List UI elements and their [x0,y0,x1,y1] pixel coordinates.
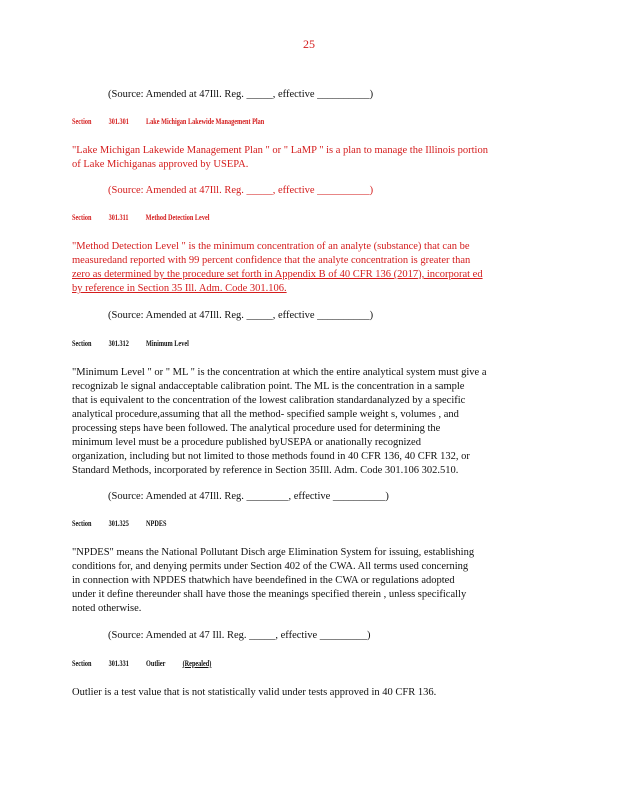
text-line: conditions for, and denying permits under Section 402 of the CWA. All terms used concerning [72,561,469,572]
section-number: 301.325 [108,519,129,528]
section-label: Section [72,117,92,126]
section-title: Lake Michigan Lakewide Management Plan [146,117,265,126]
text-line: by reference in Section 35 Ill. Adm. Code 301.106. [72,283,287,294]
text-line: that is equivalent to the concentration of the lowest calibration standardanalyzed by a specific [72,395,466,406]
npdes-definition [72,546,542,616]
section-label: Section [72,659,92,668]
text-line: zero as determined by the procedure set forth in Appendix B of 40 CFR 136 (2017), incorporat ed [72,269,483,280]
page-number: 25 [303,37,315,51]
section-number: 301.301 [108,117,129,126]
text-line: processing steps have been followed. The analytical procedure used for determining the [72,423,441,434]
section-number: 301.312 [108,339,129,348]
outlier-definition [72,686,542,700]
text-line: of Lake Michiganas approved by USEPA. [72,159,249,170]
source-note: (Source: Amended at 47Ill. Reg. ________, effective __________) [108,491,389,502]
text-line: under it define thereunder shall have those the meanings specified therein , unless specifically [72,589,467,600]
text-line: "NPDES" means the National Pollutant Disch arge Elimination System for issuing, establishing [72,547,475,558]
minimum-level-definition [72,366,542,478]
text-line: minimum level must be a procedure published byUSEPA or anationally recognized [72,437,421,448]
text-line: "Minimum Level " or " ML " is the concentration at which the entire analytical system must give a [72,367,487,378]
section-title: Minimum Level [146,339,189,348]
text-line: "Lake Michigan Lakewide Management Plan " or " LaMP " is a plan to manage the Illinois portion [72,145,488,156]
section-heading-301-325 [72,519,184,528]
section-label: Section [72,519,92,528]
source-note: (Source: Amended at 47Ill. Reg. _____, effective __________) [108,310,374,321]
section-title: Outlier [146,659,166,668]
section-title: Method Detection Level [145,213,210,222]
section-title: NPDES [146,519,167,528]
text-line: noted otherwise. [72,603,142,614]
section-label: Section [72,339,92,348]
section-heading-301-331 [72,659,229,668]
section-label: Section [72,213,92,222]
text-line: analytical procedure,assuming that all the method- specified sample weight s, volumes , and [72,409,459,420]
text-line: measuredand reported with 99 percent confidence that the analyte concentration is greater than [72,255,471,266]
text-line: recognizab le signal andacceptable calibration point. The ML is the concentration in a sample [72,381,465,392]
lakewide-plan-definition [72,144,542,172]
section-number: 301.311 [108,213,129,222]
text-line: "Method Detection Level " is the minimum concentration of an analyte (substance) that can be [72,241,470,252]
repealed-tag: (Repealed) [182,659,212,668]
section-heading-301-312 [72,339,206,348]
text-line: Outlier is a test value that is not statistically valid under tests approved in 40 CFR 136. [72,687,437,698]
section-heading-301-311 [72,213,227,222]
text-line: Standard Methods, incorporated by reference in Section 35Ill. Adm. Code 301.106 302.510. [72,465,459,476]
source-note: (Source: Amended at 47Ill. Reg. _____, effective __________) [108,185,374,196]
section-number: 301.331 [108,659,129,668]
section-heading-301-301 [72,117,281,126]
method-detection-level-definition [72,240,542,296]
text-line: in connection with NPDES thatwhich have beendefined in the CWA or regulations adopted [72,575,455,586]
text-line: organization, including but not limited to those methods found in 40 CFR 136, 40 CFR 132, or [72,451,470,462]
source-note: (Source: Amended at 47Ill. Reg. _____, effective __________) [108,89,374,100]
source-note: (Source: Amended at 47 Ill. Reg. _____, effective _________) [108,630,371,641]
